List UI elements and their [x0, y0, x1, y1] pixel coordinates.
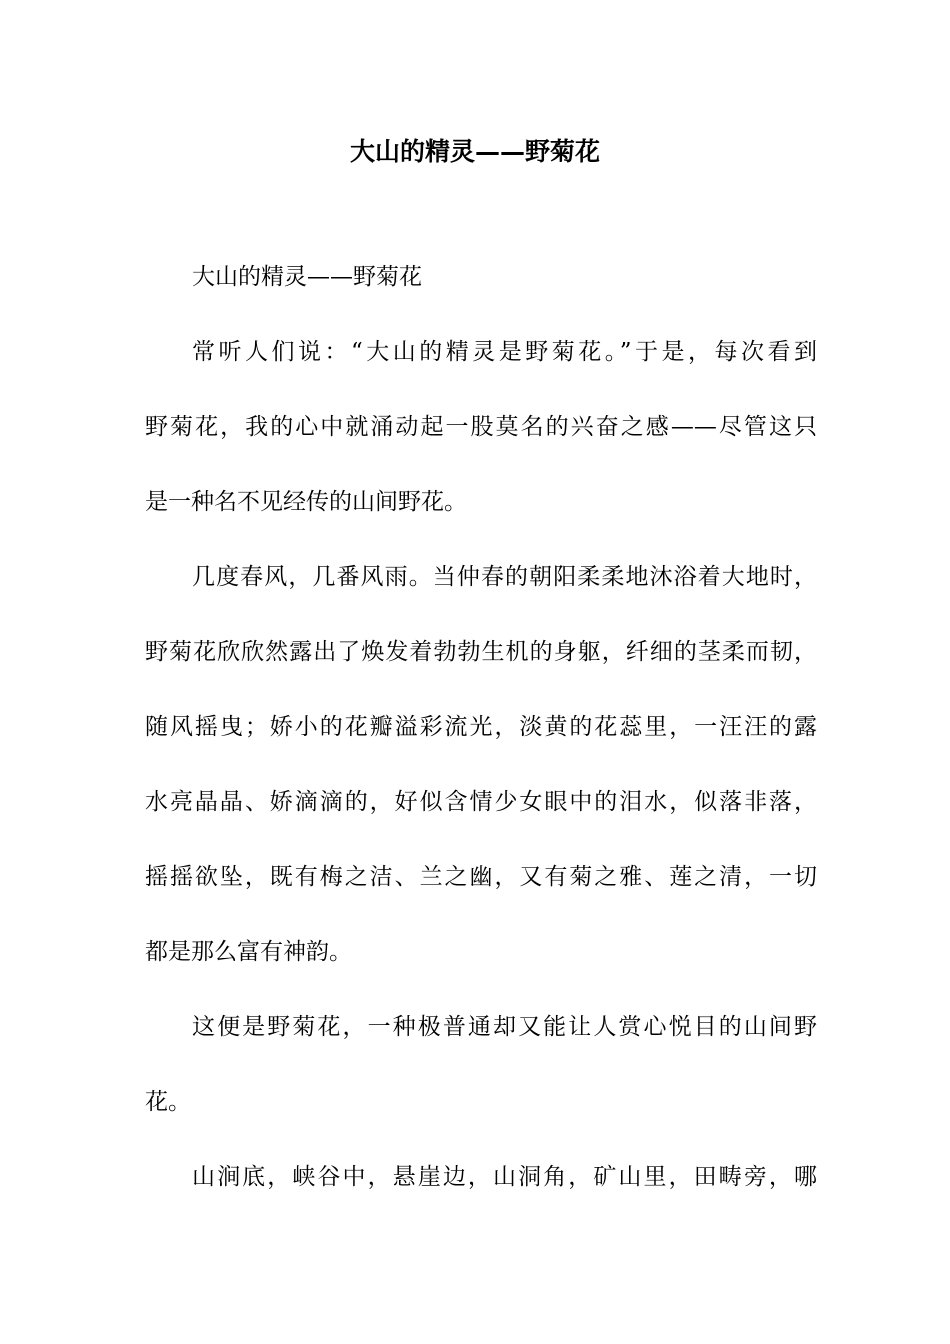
paragraph-line: 是一种名不见经传的山间野花。 — [145, 489, 467, 515]
paragraph-line: 这便是野菊花，一种极普通却又能让人赏心悦目的山间野 — [192, 1014, 817, 1040]
paragraph-line: 几度春风，几番风雨。当仲春的朝阳柔柔地沐浴着大地时， — [192, 564, 817, 590]
paragraph-line: 野菊花，我的心中就涌动起一股莫名的兴奋之感——尽管这只 — [145, 414, 817, 440]
paragraph-line: 水亮晶晶、娇滴滴的，好似含情少女眼中的泪水，似落非落， — [145, 789, 817, 815]
document-title: 大山的精灵——野菊花 — [349, 137, 600, 166]
paragraph-line: 花。 — [145, 1089, 191, 1115]
paragraph-line: 大山的精灵——野菊花 — [192, 264, 422, 290]
paragraph-line: 常听人们说：“大山的精灵是野菊花。”于是，每次看到 — [192, 339, 817, 365]
paragraph-line: 摇摇欲坠，既有梅之洁、兰之幽，又有菊之雅、莲之清，一切 — [145, 864, 817, 890]
paragraph-line: 随风摇曳；娇小的花瓣溢彩流光，淡黄的花蕊里，一汪汪的露 — [145, 714, 817, 740]
paragraph-line: 野菊花欣欣然露出了焕发着勃勃生机的身躯，纤细的茎柔而韧， — [145, 639, 817, 665]
paragraph-line: 山涧底，峡谷中，悬崖边，山洞角，矿山里，田畴旁，哪 — [192, 1164, 817, 1190]
paragraph-line: 都是那么富有神韵。 — [145, 939, 352, 965]
document-body — [145, 255, 817, 1230]
